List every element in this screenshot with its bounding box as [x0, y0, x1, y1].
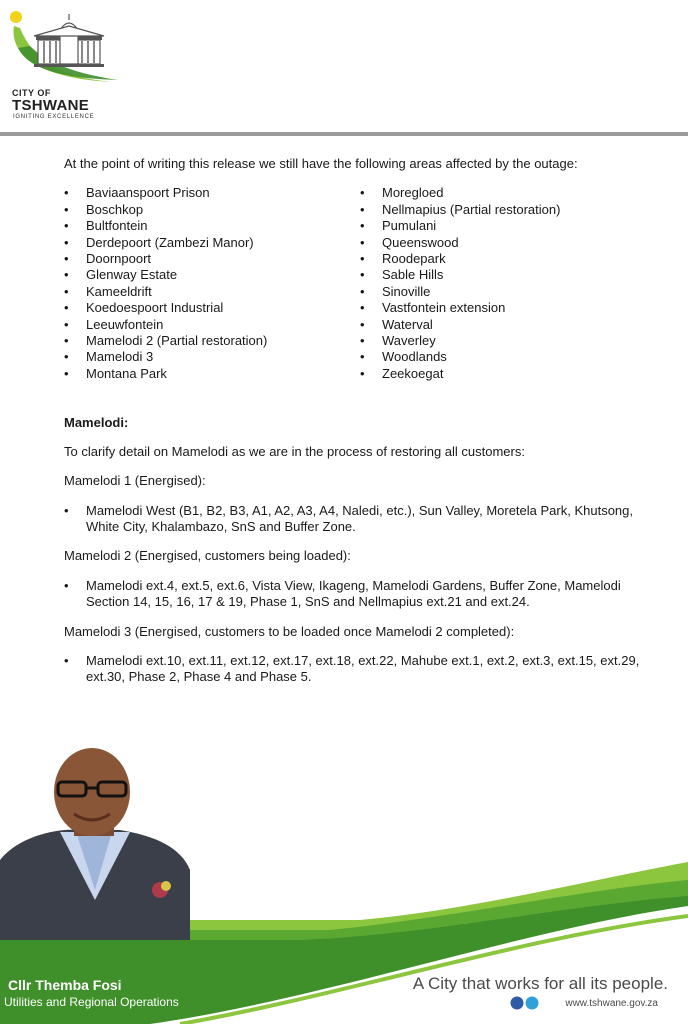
list-item: • Bultfontein — [64, 218, 354, 234]
list-item: • Mamelodi ext.10, ext.11, ext.12, ext.17, ext.18, ext.22, Mahube ext.1, ext.2, ext.3, ext.15, ext.29, ext.30, Phase 2, Phase 4 and Phase 5. — [64, 653, 644, 686]
list-item: • Zeekoegat — [360, 366, 640, 382]
social-media-icon — [510, 996, 540, 1010]
header-divider — [0, 132, 688, 136]
city-slogan: A City that works for all its people. — [412, 974, 668, 993]
list-item: • Mamelodi West (B1, B2, B3, A1, A2, A3, A4, Naledi, etc.), Sun Valley, Moretela Park, Khutsong, White City, Khalambazo, SnS and Buffer Zone. — [64, 503, 644, 536]
list-item: • Doornpoort — [64, 251, 354, 267]
list-item: • Baviaanspoort Prison — [64, 185, 354, 201]
list-item: • Sable Hills — [360, 267, 640, 283]
list-item: • Roodepark — [360, 251, 640, 267]
mamelodi-3-label: Mamelodi 3 (Energised, customers to be loaded once Mamelodi 2 completed): — [64, 623, 515, 639]
mamelodi-1-list — [64, 503, 644, 536]
list-item: • Leeuwfontein — [64, 317, 354, 333]
list-item: • Woodlands — [360, 349, 640, 365]
list-item: • Queenswood — [360, 235, 640, 251]
list-item: • Moregloed — [360, 185, 640, 201]
list-item: • Nellmapius (Partial restoration) — [360, 202, 640, 218]
list-item: • Mamelodi 2 (Partial restoration) — [64, 333, 354, 349]
intro-text: At the point of writing this release we still have the following areas affected by the outage: — [64, 156, 578, 171]
list-item: • Mamelodi 3 — [64, 349, 354, 365]
footer-banner — [0, 730, 688, 1024]
list-item: • Koedoespoort Industrial — [64, 300, 354, 316]
affected-areas-right-list — [360, 185, 640, 382]
mamelodi-heading: Mamelodi: — [64, 415, 129, 431]
logo-tagline: IGNITING EXCELLENCE — [13, 114, 95, 120]
list-item: • Kameeldrift — [64, 284, 354, 300]
mamelodi-3-list — [64, 653, 644, 686]
list-item: • Sinoville — [360, 284, 640, 300]
city-hall-emblem-icon — [8, 8, 128, 88]
list-item: • Vastfontein extension — [360, 300, 640, 316]
councillor-name: Cllr Themba Fosi — [8, 977, 122, 993]
website-link[interactable]: www.tshwane.gov.za — [565, 998, 658, 1009]
list-item: • Glenway Estate — [64, 267, 354, 283]
councillor-portrait — [0, 740, 200, 940]
mamelodi-1-label: Mamelodi 1 (Energised): — [64, 473, 206, 489]
logo-city-of: CITY OF — [12, 88, 51, 98]
list-item: • Boschkop — [64, 202, 354, 218]
list-item: • Derdepoort (Zambezi Manor) — [64, 235, 354, 251]
list-item: • Pumulani — [360, 218, 640, 234]
mamelodi-2-label: Mamelodi 2 (Energised, customers being loaded): — [64, 548, 351, 564]
mamelodi-clarify: To clarify detail on Mamelodi as we are in the process of restoring all customers: — [64, 443, 525, 459]
list-item: • Waverley — [360, 333, 640, 349]
councillor-role: Utilities and Regional Operations — [4, 995, 179, 1009]
release-body — [64, 156, 644, 699]
city-of-tshwane-logo — [8, 8, 128, 118]
list-item: • Montana Park — [64, 366, 354, 382]
logo-tshwane: TSHWANE — [12, 97, 90, 114]
affected-areas-left-list — [64, 185, 354, 382]
list-item: • Waterval — [360, 317, 640, 333]
list-item: • Mamelodi ext.4, ext.5, ext.6, Vista View, Ikageng, Mamelodi Gardens, Buffer Zone, Mamelodi Section 14, 15, 16, 17 & 19, Phase 1, SnS and Nellmapius ext.21 and ext.24. — [64, 578, 644, 611]
letterhead — [0, 0, 688, 140]
affected-areas — [64, 185, 644, 385]
mamelodi-2-list — [64, 578, 644, 611]
